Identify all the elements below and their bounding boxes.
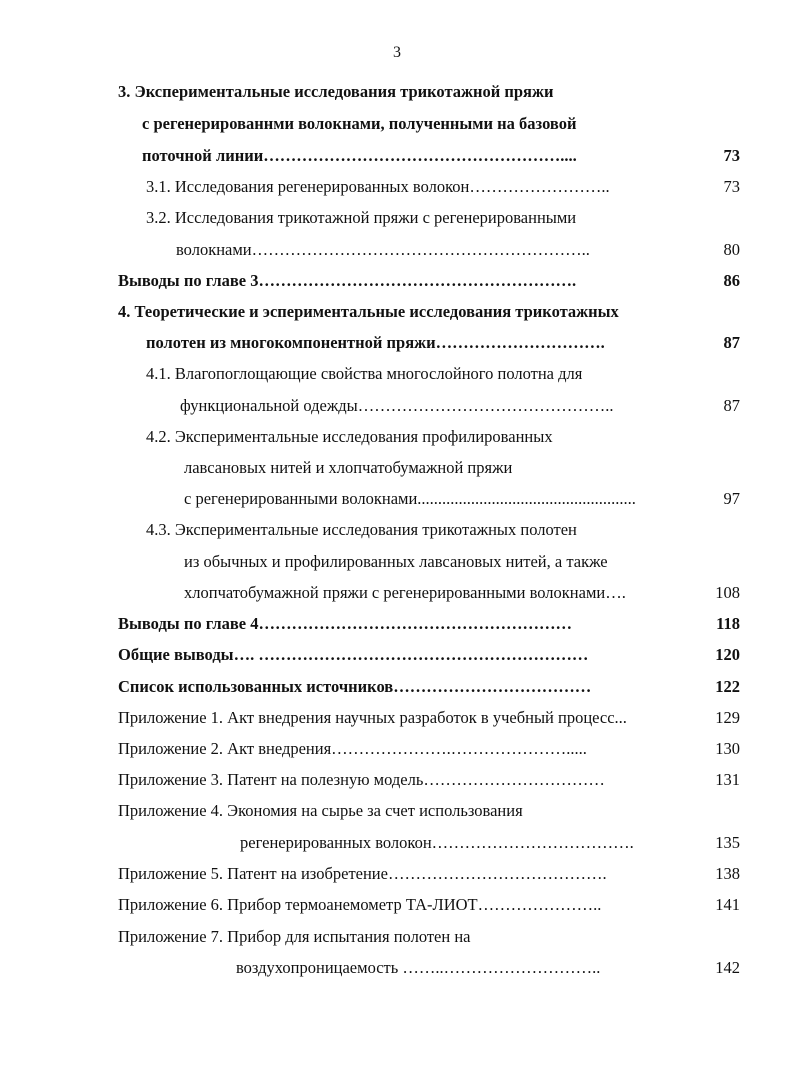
- toc-entry-appendix-4-line1: Приложение 4. Экономия на сырье за счет использования: [118, 801, 523, 820]
- toc-page-appendix-5: 138: [715, 864, 740, 883]
- toc-page-references: 122: [715, 677, 740, 696]
- toc-entry-4-3-line1: 4.3. Экспериментальные исследования трикотажных полотен: [146, 520, 577, 539]
- toc-page-appendix-1: 129: [715, 708, 740, 727]
- toc-entry-3-2-line1: 3.2. Исследования трикотажной пряжи с регенерированными: [146, 208, 577, 227]
- toc-entry-general-conclusions: Общие выводы…. ……………………………………………………: [118, 645, 589, 664]
- toc-page-conclusions-3: 86: [723, 271, 740, 290]
- toc-page-appendix-2: 130: [715, 739, 740, 758]
- toc-entry-appendix-7-line2: воздухопроницаемость ……..………………………..: [236, 958, 601, 977]
- toc-page-4-2: 97: [723, 489, 740, 508]
- toc-entry-chapter-4-line2: полотен из многокомпонентной пряжи………………………….: [146, 333, 605, 352]
- toc-entry-appendix-3: Приложение 3. Патент на полезную модель……………………………: [118, 770, 605, 789]
- toc-entry-3-2-line2: волокнами……………………………………………………..: [176, 240, 590, 259]
- toc-page-3-1: 73: [723, 177, 740, 196]
- toc-entry-4-2-line3: с регенерированными волокнами.....................................................: [184, 489, 636, 508]
- toc-entry-3-1: 3.1. Исследования регенерированных волокон……………………..: [146, 177, 610, 196]
- page-number: 3: [393, 44, 401, 61]
- toc-entry-4-1-line2: функциональной одежды………………………………………..: [180, 396, 614, 415]
- toc-entry-appendix-6: Приложение 6. Прибор термоанемометр ТА-ЛИОТ…………………..: [118, 895, 602, 914]
- toc-entry-chapter-3-line2: с регенерированнми волокнами, полученными на базовой: [142, 114, 577, 133]
- toc-page-appendix-6: 141: [715, 895, 740, 914]
- toc-page-3-2: 80: [723, 240, 740, 259]
- toc-page-4-1: 87: [723, 396, 740, 415]
- toc-entry-4-3-line2: из обычных и профилированных лавсановых нитей, а также: [184, 552, 608, 571]
- toc-entry-appendix-2: Приложение 2. Акт внедрения………………….………………….....: [118, 739, 587, 758]
- toc-page-conclusions-4: 118: [716, 614, 740, 633]
- toc-page-general-conclusions: 120: [715, 645, 740, 664]
- toc-page-4-3: 108: [715, 583, 740, 602]
- toc-entry-4-2-line1: 4.2. Экспериментальные исследования профилированных: [146, 427, 553, 446]
- toc-entry-appendix-1: Приложение 1. Акт внедрения научных разработок в учебный процесс...: [118, 708, 627, 727]
- toc-entry-chapter-3-line1: 3. Экспериментальные исследования трикотажной пряжи: [118, 82, 554, 101]
- toc-entry-appendix-4-line2: регенерированных волокон……………………………….: [240, 833, 634, 852]
- toc-entry-chapter-4-line1: 4. Теоретические и эспериментальные исследования трикотажных: [118, 302, 619, 321]
- toc-entry-appendix-5: Приложение 5. Патент на изобретение………………………………….: [118, 864, 607, 883]
- toc-page-chapter-3: 73: [723, 146, 740, 165]
- toc-page-appendix-4: 135: [715, 833, 740, 852]
- toc-entry-4-1-line1: 4.1. Влагопоглощающие свойства многослойного полотна для: [146, 364, 583, 383]
- toc-page-chapter-4: 87: [723, 333, 740, 352]
- toc-entry-conclusions-3: Выводы по главе 3………………………………………………….: [118, 271, 577, 290]
- toc-page-appendix-3: 131: [715, 770, 740, 789]
- toc-entry-4-2-line2: лавсановых нитей и хлопчатобумажной пряжи: [184, 458, 513, 477]
- toc-entry-conclusions-4: Выводы по главе 4…………………………………………………: [118, 614, 572, 633]
- toc-page-appendix-7: 142: [715, 958, 740, 977]
- toc-entry-references: Список использованных источников………………………………: [118, 677, 592, 696]
- toc-entry-chapter-3-line3: поточной линии………………………………………………....: [142, 146, 577, 165]
- toc-entry-appendix-7-line1: Приложение 7. Прибор для испытания полотен на: [118, 927, 471, 946]
- toc-entry-4-3-line3: хлопчатобумажной пряжи с регенерированными волокнами….: [184, 583, 626, 602]
